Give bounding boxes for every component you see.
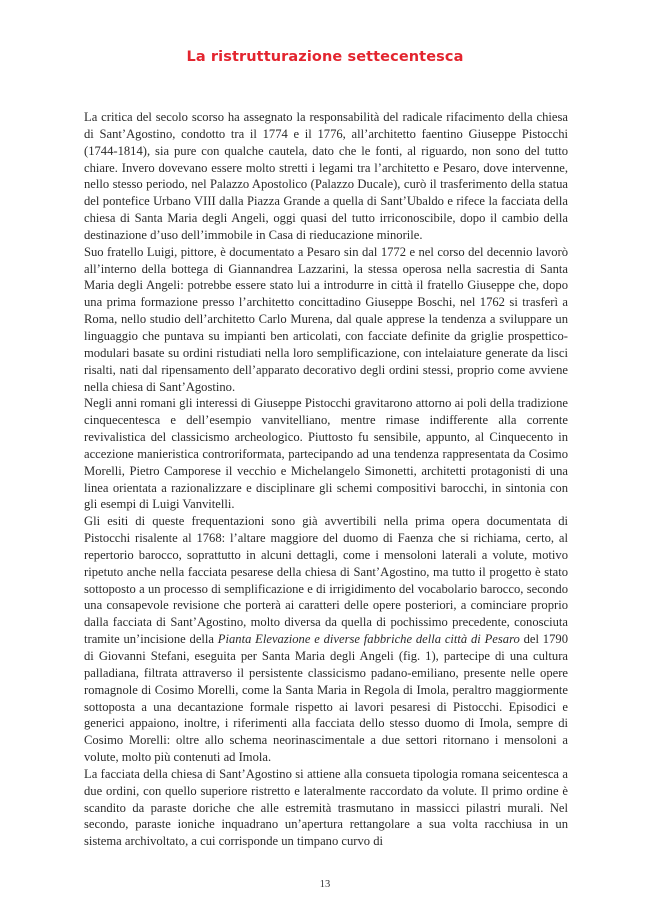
paragraph-4-text-before: Gli esiti di queste frequentazioni sono già avvertibili nella prima opera documentata di Pistocchi risalente al 1768: l’altare maggiore del duomo di Faenza che si richiama, certo, al repertorio barocco, soprattutto in alcuni dettagli, come i mensoloni laterali a volute, motivo ripetuto anche nella facciata pesarese della chiesa di Sant’Agostino, ma tutto il progetto è stato sottoposto a un processo di semplificazione e di irrigidimento del vocabolario barocco, secondo una consapevole revisione che porterà ai caratteri delle opere posteriori, a cominciare proprio dalla facciata di Sant’Agostino, molto diversa da quella di pochissimo precedente, conosciuta tramite un’incisione della xyxy=(84,514,568,647)
paragraph-5: La facciata della chiesa di Sant’Agostino si attiene alla consueta tipologia romana seicentesca a due ordini, con quello superiore ristretto e lateralmente raccordato da volute. Il primo ordine è scandito da paraste doriche che alle estremità trasmutano in massicci pilastri murali. Nel secondo, paraste ioniche inquadrano un’apertura rettangolare a sua volta racchiusa in un sistema archivoltato, a cui corrisponde un timpano curvo di xyxy=(84,766,568,849)
paragraph-4 xyxy=(84,513,568,766)
paragraph-1: La critica del secolo scorso ha assegnato la responsabilità del radicale rifacimento della chiesa di Sant’Agostino, condotto tra il 1774 e il 1776, all’architetto faentino Giuseppe Pistocchi (1744-1814), sia pure con qualche cautela, dato che le fonti, al riguardo, non sono del tutto chiare. Invero dovevano essere molto stretti i legami tra l’architetto e Pesaro, dove intervenne, nello stesso periodo, nel Palazzo Apostolico (Palazzo Ducale), curò il trasferimento della statua del pontefice Urbano VIII dalla Piazza Grande a quella di Sant’Ubaldo e rifece la facciata della chiesa di Santa Maria degli Angeli, oggi quasi del tutto irriconoscibile, dopo il cambio della destinazione d’uso dell’immobile in Casa di rieducazione minorile. xyxy=(84,110,568,242)
paragraph-3: Negli anni romani gli interessi di Giuseppe Pistocchi gravitarono attorno ai poli della tradizione cinquecentesca e dell’esempio vanvitelliano, mentre rimase indifferente alla corrente revivalistica del classicismo archeologico. Piuttosto fu sensibile, appunto, al Cinquecento in accezione manieristica controriformata, partecipando ad una tendenza rappresentata da Cosimo Morelli, Pietro Camporese il vecchio e Michelangelo Simonetti, architetti protagonisti di una linea orientata a razionalizzare e disciplinare gli schemi compositivi barocchi, in sintonia con gli esempi di Luigi Vanvitelli. xyxy=(84,396,568,512)
section-title: La ristrutturazione settecentesca xyxy=(186,49,464,65)
paragraph-2: Suo fratello Luigi, pittore, è documentato a Pesaro sin dal 1772 e nel corso del decennio lavorò all’interno della bottega di Giannandrea Lazzarini, la stessa operosa nella sacrestia di Santa Maria degli Angeli: potrebbe essere stato lui a introdurre in città il fratello Giuseppe che, dopo una prima formazione presso l’architetto concittadino Giuseppe Boschi, nel 1762 si trasferì a Roma, nello studio dell’architetto Carlo Murena, dal quale apprese la tendenza a sviluppare un linguaggio che puntava su impianti ben articolati, con facciate definite da griglie prospettico-modulari basate su ordini ristudiati nella loro semplificazione, con intelaiature generate da lisci risalti, nati dal ripensamento dell’apparato decorativo degli ordini stessi, proprio come avviene nella chiesa di Sant’Agostino. xyxy=(84,244,568,394)
body-text xyxy=(84,109,568,850)
book-title-italic: Pianta Elevazione e diverse fabbriche della città di Pesaro xyxy=(217,632,520,647)
page-number: 13 xyxy=(319,879,331,890)
paragraph-4-text-after: del 1790 di Giovanni Stefani, eseguita per Santa Maria degli Angeli (fig. 1), partecipe di una cultura palladiana, filtrata attraverso il persistente classicismo padano-emiliano, presente nelle opere romagnole di Cosimo Morelli, come la Santa Maria in Regola di Imola, peraltro maggiormente sottoposta a una decantazione formale rispetto ai lavori pesaresi di Pistocchi. Episodici e generici appaiono, inoltre, i riferimenti alla facciata dello stesso duomo di Imola, sempre di Cosimo Morelli: oltre allo schema neorinascimentale a due settori ritornano i mensoloni a volute, molto più contenuti ad Imola. xyxy=(84,632,568,765)
